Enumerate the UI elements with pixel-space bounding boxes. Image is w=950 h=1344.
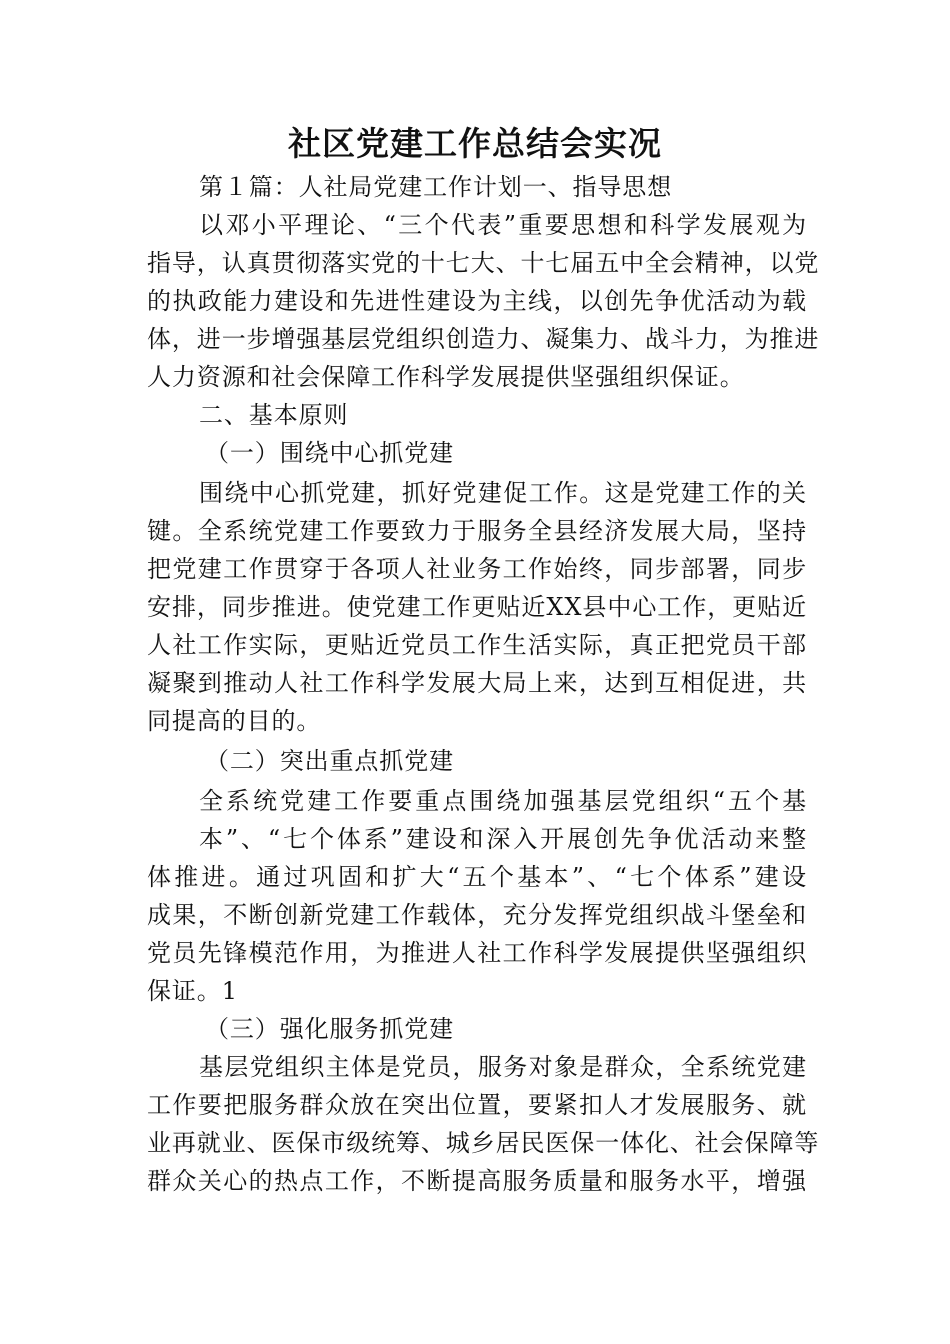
paragraph-line: 成果，不断创新党建工作载体，充分发挥党组织战斗堡垒和 xyxy=(147,901,807,929)
paragraph-line: 群众关心的热点工作，不断提高服务质量和服务水平，增强 xyxy=(147,1167,807,1195)
paragraph-line: 以邓小平理论、“三个代表”重要思想和科学发展观为 xyxy=(199,211,807,239)
paragraph-line: 体，进一步增强基层党组织创造力、凝集力、战斗力，为推进 xyxy=(147,325,820,353)
paragraph-line: 同提高的目的。 xyxy=(147,707,322,735)
subsection-heading: （二）突出重点抓党建 xyxy=(205,747,454,775)
paragraph-line: 本”、“七个体系”建设和深入开展创先争优活动来整 xyxy=(199,825,807,853)
paragraph-line: 人力资源和社会保障工作科学发展提供坚强组织保证。 xyxy=(147,363,745,391)
paragraph-line: 凝聚到推动人社工作科学发展大局上来，达到互相促进，共 xyxy=(147,669,807,697)
paragraph-line: 的执政能力建设和先进性建设为主线，以创先争优活动为载 xyxy=(147,287,807,315)
paragraph-line: 第１篇：人社局党建工作计划一、指导思想 xyxy=(199,173,673,201)
subsection-heading: （三）强化服务抓党建 xyxy=(205,1015,454,1043)
paragraph-line: 党员先锋模范作用，为推进人社工作科学发展提供坚强组织 xyxy=(147,939,807,967)
paragraph-line: 围绕中心抓党建，抓好党建促工作。这是党建工作的关 xyxy=(199,479,807,507)
paragraph-line: 体推进。通过巩固和扩大“五个基本”、“七个体系”建设 xyxy=(147,863,807,891)
paragraph-line: 把党建工作贯穿于各项人社业务工作始终，同步部署，同步 xyxy=(147,555,807,583)
section-heading: 二、基本原则 xyxy=(199,401,349,429)
paragraph-line: 保证。1 xyxy=(147,977,238,1005)
paragraph-line: 键。全系统党建工作要致力于服务全县经济发展大局，坚持 xyxy=(147,517,807,545)
subsection-heading: （一）围绕中心抓党建 xyxy=(205,439,454,467)
paragraph-line: 业再就业、医保市级统筹、城乡居民医保一体化、社会保障等 xyxy=(147,1129,820,1157)
paragraph-line: 安排，同步推进。使党建工作更贴近XX县中心工作，更贴近 xyxy=(147,593,807,621)
page-title: 社区党建工作总结会实况 xyxy=(288,124,662,163)
paragraph-line: 指导，认真贯彻落实党的十七大、十七届五中全会精神，以党 xyxy=(147,249,820,277)
paragraph-line: 全系统党建工作要重点围绕加强基层党组织“五个基 xyxy=(199,787,807,815)
paragraph-line: 基层党组织主体是党员，服务对象是群众，全系统党建 xyxy=(199,1053,807,1081)
paragraph-line: 工作要把服务群众放在突出位置，要紧扣人才发展服务、就 xyxy=(147,1091,807,1119)
paragraph-line: 人社工作实际，更贴近党员工作生活实际，真正把党员干部 xyxy=(147,631,807,659)
